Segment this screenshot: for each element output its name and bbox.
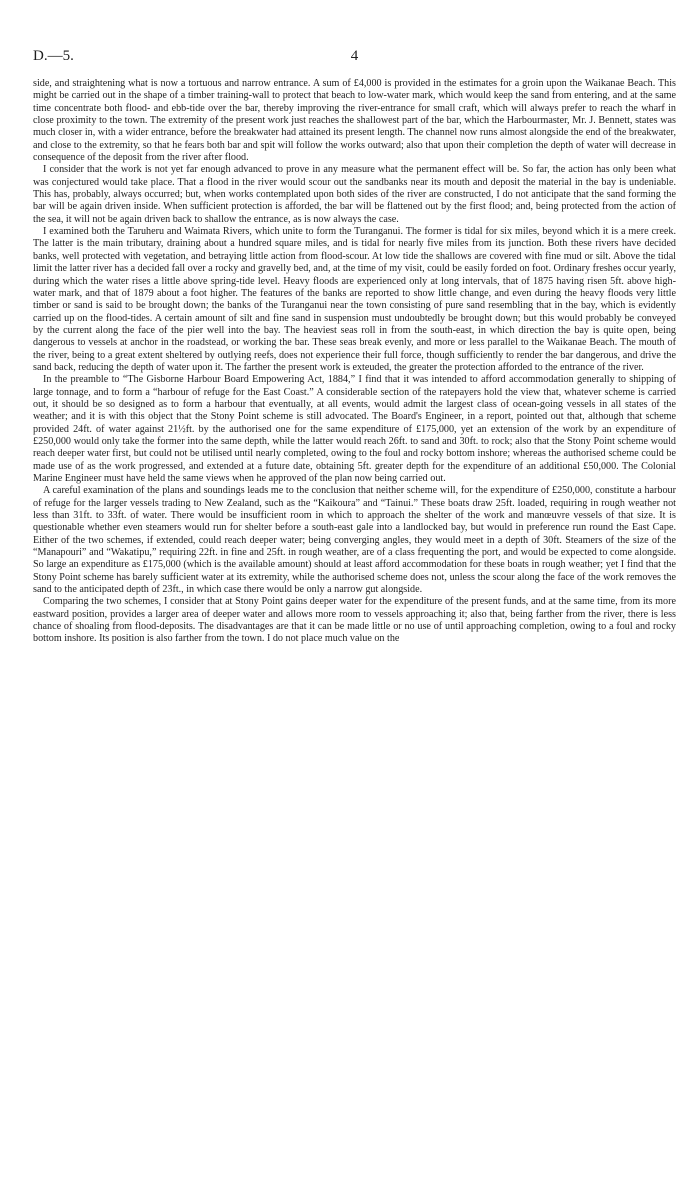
body-text	[33, 78, 676, 646]
document-reference: D.—5.	[33, 48, 74, 64]
paragraph: Comparing the two schemes, I consider that at Stony Point gains deeper water for the expenditure of the present funds, and at the same time, from its more eastward position, provides a larger area of deeper water and allows more room to vessels approaching it; also that, being farther from the river, there is less chance of shoaling from flood-deposits. The disadvantages are that it can be made little or no use of until approaching completion, owing to a foul and rocky bottom inshore. Its position is also farther from the town. I do not place much value on the	[33, 596, 676, 645]
page-number: 4	[350, 48, 359, 64]
paragraph: side, and straightening what is now a tortuous and narrow entrance. A sum of £4,000 is provided in the estimates for a groin upon the Waikanae Beach. This might be carried out in the shape of a timber training-wall to protect that beach to low-water mark, which would keep the sand from entering, and at the same time concentrate both flood- and ebb-tide over the bar, thereby improving the river-entrance for small craft, which will always prefer to reach the wharf in close proximity to the town. The extremity of the present work just reaches the shallowest part of the bar, which the Harbourmaster, Mr. J. Bennett, states was much closer in, with a wider entrance, before the breakwater had attained its present length. The channel now runs almost alongside the end of the breakwater, and close to the extremity, so that he fears both bar and spit will follow the works outward; also that upon their completion the depth of water will decrease in consequence of the deposit from the river after flood.	[33, 78, 676, 164]
paragraph: In the preamble to “The Gisborne Harbour Board Empowering Act, 1884,” I find that it was intended to afford accommodation generally to shipping of large tonnage, and to form a “harbour of refuge for the East Coast.” A considerable section of the ratepayers hold the view that, whatever scheme is carried out, it should be so designed as to form a harbour that eventually, at all events, would admit the largest class of ocean-going vessels in all states of the weather; and it is with this object that the Stony Point scheme is still advocated. The Board's Engineer, in a report, pointed out that, although that scheme provided 24ft. of water against 21½ft. by the authorised one for the same expenditure of £175,000, yet an extension of the work by an expenditure of £250,000 would only take the former into the same depth, while the latter would reach 26ft. to sand and 30ft. to rock; also that the Stony Point scheme would reach deeper water first, but could not be utilised until nearly completed, owing to the foul and rocky bottom inshore; whereas the authorised scheme could be made use of as the work progressed, and extended at a future date, obtaining 5ft. greater depth for the expenditure of an additional £50,000. The Colonial Marine Engineer must have held the same views when he approved of the plan now being carried out.	[33, 374, 676, 484]
paragraph: I examined both the Taruheru and Waimata Rivers, which unite to form the Turanganui. The former is tidal for six miles, beyond which it is a mere creek. The latter is the main tributary, draining about a hundred square miles, and is tidal for nearly five miles from its junction. Both these rivers have decided banks, well protected with vegetation, and betraying little action from flood-scour. At low tide the shallows are covered with fine mud or silt. Above the tidal limit the latter river has a decided fall over a rocky and gravelly bed, and, at the time of my visit, could be easily forded on foot. Ordinary freshes occur yearly, during which the water rises a little above spring-tide level. Heavy floods are experienced only at long intervals, that of 1875 having risen 5ft. above high-water mark, and that of 1879 about a foot higher. The features of the banks are reported to show little change, and even during the heavy floods very little timber or sand is said to be brought down; the banks of the Turanganui near the town consisting of pure sand resembling that in the bay, which is evidently carried up on the flood-tides. A certain amount of silt and fine sand in suspension must undoubtedly be brought down; but this would probably be conveyed by the current along the face of the pier well into the bay. The heaviest seas roll in from the south-east, in which direction the bay is quite open, being dangerous to vessels at anchor in the roadstead, or working the bar. These seas break evenly, and more or less parallel to the Waikanae Beach. The mouth of the river, being to a great extent sheltered by outlying reefs, does not experience their full force, though sufficiently to render the bar dangerous, and drive the sand back, reducing the depth of water upon it. The farther the present work is exteuded, the greater the protection afforded to the entrance of the river.	[33, 226, 676, 373]
paragraph: I consider that the work is not yet far enough advanced to prove in any measure what the permanent effect will be. So far, the action has only been what was conjectured would take place. That a flood in the river would scour out the sandbanks near its mouth and deposit the material in the bay is undeniable. This has, probably, always occurred; but, when works contemplated upon both sides of the river are constructed, I do not anticipate that the sand forming the bar will be again driven inside. When sufficient protection is afforded, the bar will be flattened out by the first flood; and, being protected from the action of the sea, it will not be again driven back to shallow the entrance, as is now always the case.	[33, 164, 676, 225]
page-header	[33, 48, 676, 70]
paragraph: A careful examination of the plans and soundings leads me to the conclusion that neither scheme will, for the expenditure of £250,000, constitute a harbour of refuge for the larger vessels trading to New Zealand, such as the “Kaikoura” and “Tainui.” These boats draw 25ft. loaded, requiring in rough weather not less than 31ft. to 33ft. of water. There would be insufficient room in which to approach the shelter of the work and manœuvre vessels of that size. It is questionable whether even steamers would run for shelter before a south-east gale into a landlocked bay, but would in preference run round the East Cape. Either of the two schemes, if extended, could reach deeper water; being converging angles, they would meet in a depth of 30ft. Steamers of the size of the “Manapouri” and “Wakatipu,” requiring 22ft. in fine and 25ft. in rough weather, are of a class frequenting the port, and would be expected to come alongside. So large an expenditure as £175,000 (which is the available amount) should at least afford accommodation for these boats in rough weather; yet I find that the Stony Point scheme has barely sufficient water at its extremity, while the authorised scheme does not, unless the scour along the face of the work removes the sand to the anticipated depth of 23ft., in which case there would be only a narrow gut alongside.	[33, 485, 676, 596]
